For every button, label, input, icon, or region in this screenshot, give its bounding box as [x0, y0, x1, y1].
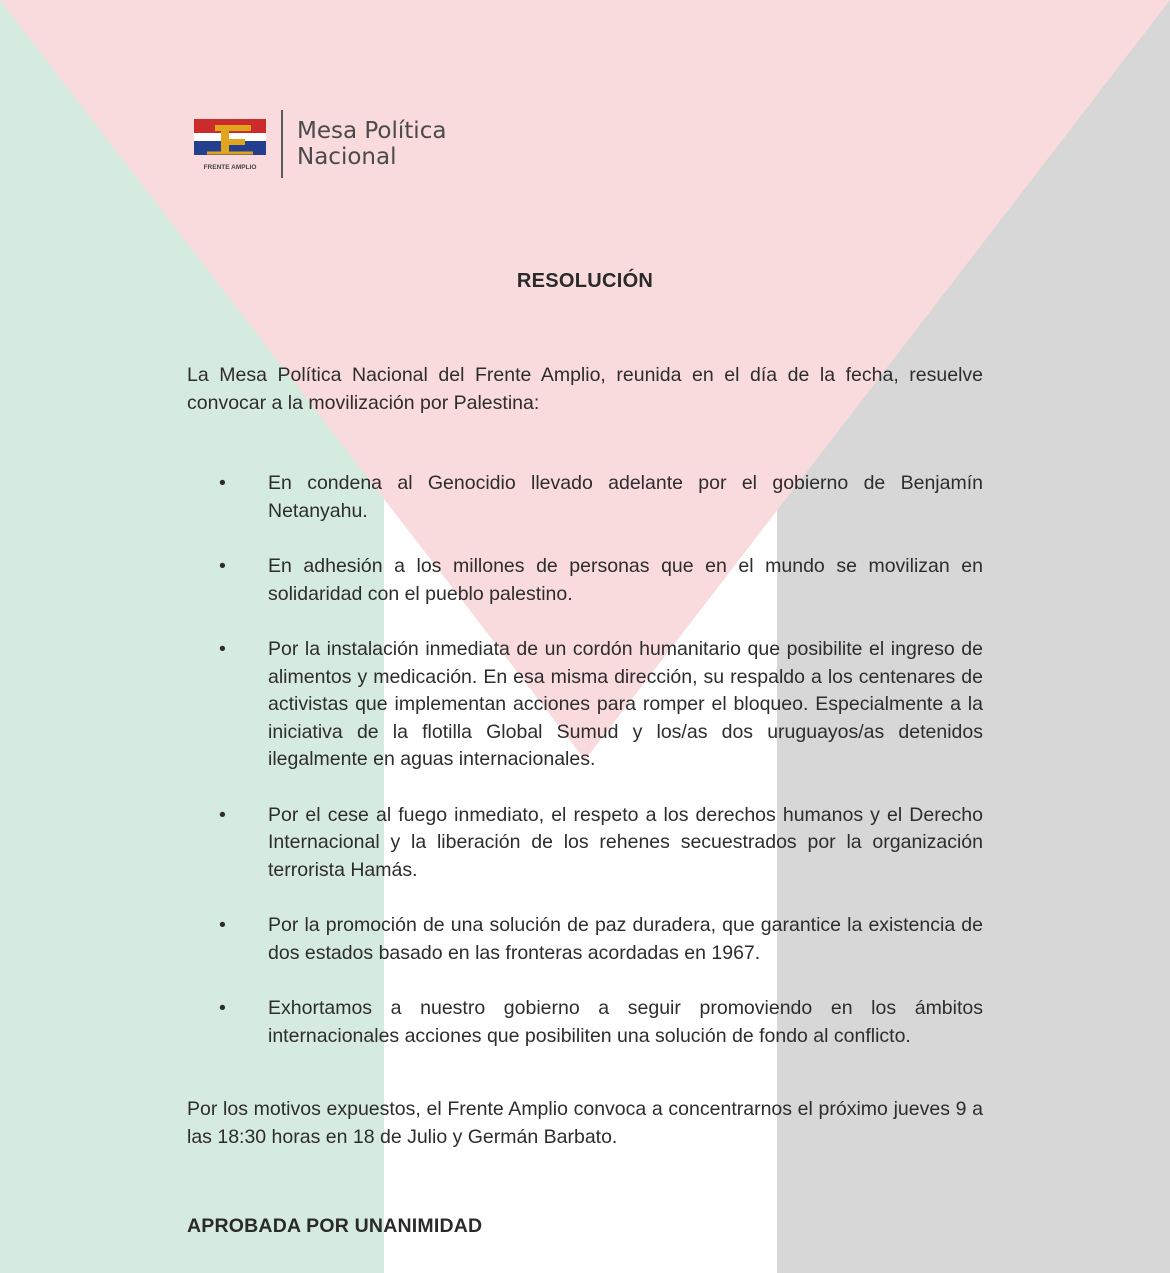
- bullet-icon: •: [219, 997, 226, 1019]
- list-item-text: Por la instalación inmediata de un cordón humanitario que posibilite el ingreso de alimentos y medicación. En esa misma dirección, su respaldo a los centenares de activistas que implementan acciones para romper el bloqueo. Especialmente a la iniciativa de la flotilla Global Sumud y los/as dos uruguayos/as detenidos ilegalmente en aguas internacionales.: [268, 638, 983, 770]
- logo-caption: FRENTE AMPLIO: [203, 164, 257, 171]
- list-item: [187, 636, 983, 774]
- list-item: [187, 470, 983, 525]
- list-item: [187, 995, 983, 1050]
- closing-paragraph: Por los motivos expuestos, el Frente Amplio convoca a concentrarnos el próximo jueves 9 a las 18:30 horas en 18 de Julio y Germán Barbato.: [187, 1098, 983, 1148]
- bullet-icon: •: [219, 914, 226, 936]
- bullet-icon: •: [219, 472, 226, 494]
- org-name-line2: Nacional: [297, 144, 397, 170]
- list-item: [187, 912, 983, 967]
- list-item-text: En adhesión a los millones de personas que en el mundo se movilizan en solidaridad con el pueblo palestino.: [268, 555, 983, 605]
- header-divider: [281, 110, 283, 178]
- list-item: [187, 802, 983, 885]
- list-item-text: Por la promoción de una solución de paz duradera, que garantice la existencia de dos estados basado en las fronteras acordadas en 1967.: [268, 914, 983, 964]
- list-item: [187, 553, 983, 608]
- bullet-icon: •: [219, 803, 226, 826]
- list-item-text: Por el cese al fuego inmediato, el respeto a los derechos humanos y el Derecho Internacional y la liberación de los rehenes secuestrados por la organización terrorista Hamás.: [268, 803, 983, 881]
- frente-amplio-logo: [193, 115, 269, 175]
- org-name: [297, 118, 446, 170]
- document-title: RESOLUCIÓN: [516, 270, 654, 292]
- approval-note: APROBADA POR UNANIMIDAD: [187, 1215, 483, 1237]
- org-name-line1: Mesa Política: [297, 118, 447, 144]
- bullet-icon: •: [219, 638, 226, 660]
- bullet-icon: •: [219, 555, 226, 577]
- list-item-text: Exhortamos a nuestro gobierno a seguir promoviendo en los ámbitos internacionales acciones que posibiliten una solución de fondo al conflicto.: [268, 997, 983, 1047]
- list-item-text: En condena al Genocidio llevado adelante por el gobierno de Benjamín Netanyahu.: [268, 472, 983, 522]
- intro-paragraph: La Mesa Política Nacional del Frente Amplio, reunida en el día de la fecha, resuelve convocar a la movilización por Palestina:: [187, 364, 983, 414]
- resolution-list: [187, 470, 983, 1078]
